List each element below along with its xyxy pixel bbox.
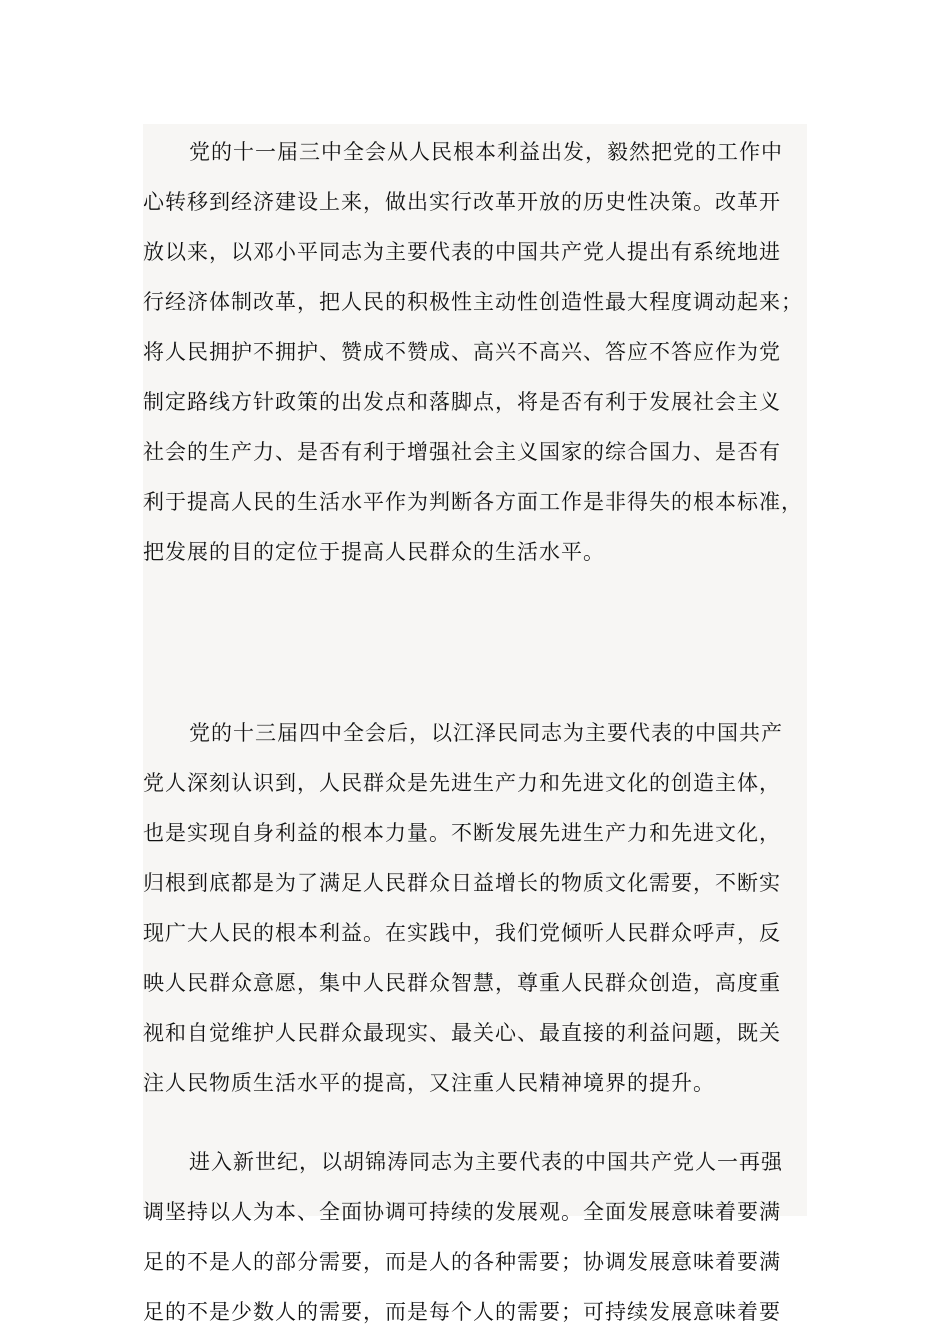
paragraph-line: 放以来，以邓小平同志为主要代表的中国共产党人提出有系统地进 xyxy=(143,240,781,264)
paragraph-line: 足的不是人的部分需要，而是人的各种需要；协调发展意味着要满 xyxy=(143,1250,781,1274)
text-block xyxy=(143,124,807,1324)
paragraph-line: 利于提高人民的生活水平作为判断各方面工作是非得失的根本标准， xyxy=(143,490,803,514)
paragraph-line: 也是实现自身利益的根本力量。不断发展先进生产力和先进文化， xyxy=(143,821,781,845)
paragraph-1 xyxy=(143,127,807,577)
paragraph-line: 社会的生产力、是否有利于增强社会主义国家的综合国力、是否有 xyxy=(143,440,781,464)
paragraph-line: 现广大人民的根本利益。在实践中，我们党倾听人民群众呼声，反 xyxy=(143,921,781,945)
paragraph-line: 党的十一届三中全会从人民根本利益出发，毅然把党的工作中 xyxy=(189,140,783,164)
paragraph-line: 视和自觉维护人民群众最现实、最关心、最直接的利益问题，既关 xyxy=(143,1021,781,1045)
paragraph-line: 行经济体制改革，把人民的积极性主动性创造性最大程度调动起来； xyxy=(143,290,803,314)
paragraph-3 xyxy=(143,1137,807,1337)
paragraph-line: 映人民群众意愿，集中人民群众智慧，尊重人民群众创造，高度重 xyxy=(143,971,781,995)
paragraph-line: 制定路线方针政策的出发点和落脚点，将是否有利于发展社会主义 xyxy=(143,390,781,414)
paragraph-line: 党的十三届四中全会后，以江泽民同志为主要代表的中国共产 xyxy=(189,721,783,745)
paragraph-line: 党人深刻认识到，人民群众是先进生产力和先进文化的创造主体， xyxy=(143,771,781,795)
paragraph-line: 将人民拥护不拥护、赞成不赞成、高兴不高兴、答应不答应作为党 xyxy=(143,340,781,364)
paragraph-line: 足的不是少数人的需要，而是每个人的需要；可持续发展意味着要 xyxy=(143,1300,781,1324)
paragraph-line: 心转移到经济建设上来，做出实行改革开放的历史性决策。改革开 xyxy=(143,190,781,214)
paragraph-line: 调坚持以人为本、全面协调可持续的发展观。全面发展意味着要满 xyxy=(143,1200,781,1224)
paragraph-line: 归根到底都是为了满足人民群众日益增长的物质文化需要，不断实 xyxy=(143,871,781,895)
paragraph-line: 注人民物质生活水平的提高，又注重人民精神境界的提升。 xyxy=(143,1071,715,1095)
paragraph-line: 进入新世纪，以胡锦涛同志为主要代表的中国共产党人一再强 xyxy=(189,1150,783,1174)
paragraph-2 xyxy=(143,708,807,1108)
paragraph-line: 把发展的目的定位于提高人民群众的生活水平。 xyxy=(143,540,605,564)
